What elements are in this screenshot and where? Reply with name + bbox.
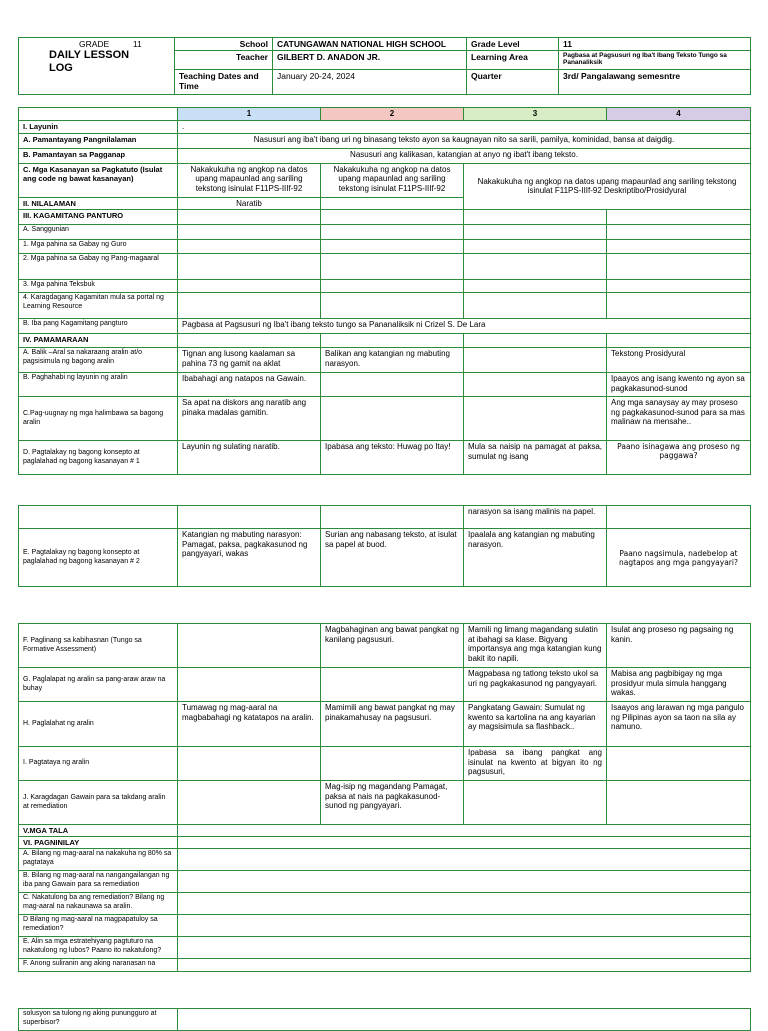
konsepto1-label: D. Pagtalakay ng bagong konsepto at paglalahad ng bagong kasanayan # 1: [19, 441, 178, 475]
lesson-table-3: [18, 623, 751, 972]
paghahabi-day1: Ibabahagi ang natapos na Gawain.: [178, 373, 321, 397]
karagdagan-day2: Mag-isip ng magandang Pamagat, paksa at nais na pagkakasunod-sunod ng pangyayari.: [321, 781, 464, 825]
teksbuk-label: 3. Mga pahina Teksbuk: [19, 280, 178, 293]
pagtataya-day3: Ipabasa sa ibang pangkat ang isinulat na kwento at bigyan ito ng pagsusuri,: [464, 747, 607, 781]
paglalahat-day2: Mamimili ang bawat pangkat ng may pinakamahusay na pagsusuri.: [321, 702, 464, 747]
learning-area-label: Learning Area: [467, 51, 559, 70]
header-table: [18, 37, 751, 95]
pag-uugnay-label: C.Pag-uugnay ng mga halimbawa sa bagong aralin: [19, 397, 178, 441]
konsepto1-day1: Layunin ng sulating naratib.: [178, 441, 321, 475]
dll-title-cell: [19, 38, 175, 95]
nilalaman-label: II. NILALAMAN: [19, 197, 178, 210]
pag-uugnay-day4: Ang mga sanaysay ay may proseso ng pagkakasunod-sunod para sa mas malinaw na mensahe..: [607, 397, 751, 441]
day-3-header: 3: [464, 108, 607, 121]
question-g-label: solusyon sa tulong ng aking punungguro at superbisor?: [19, 1009, 178, 1031]
dll-title-line2: LOG: [49, 61, 73, 74]
lesson-table-1: [18, 107, 751, 475]
nilalaman-day2: [321, 197, 464, 210]
quarter-value: 3rd/ Pangalawang semesntre: [559, 70, 751, 95]
karagdagan-label: J. Karagdagan Gawain para sa takdang aralin at remediation: [19, 781, 178, 825]
kasanayan-day2: Nakakukuha ng angkop na datos upang mapaunlad ang sariling tekstong isinulat F11PS-IIIf-92: [321, 163, 464, 197]
layunin-label: I. Layunin: [19, 120, 178, 133]
learning-area-value: Pagbasa at Pagsusuri ng Iba't Ibang Teksto Tungo sa Pananaliksik: [559, 51, 751, 70]
pagninilay-label: VI. PAGNINILAY: [19, 837, 178, 849]
school-value: CATUNGAWAN NATIONAL HIGH SCHOOL: [273, 38, 467, 51]
lesson-table-4: [18, 1008, 751, 1031]
question-b-label: B. Bilang ng mag-aaral na nangangailangan ng iba pang Gawain para sa remediation: [19, 871, 178, 893]
konsepto2-day3: Ipaalala ang katangian ng mabuting narasyon.: [464, 529, 607, 587]
paglalahat-day3: Pangkatang Gawain: Sumulat ng kwento sa kartolina na ang kayarian ay magsisimula sa flashback..: [464, 702, 607, 747]
day-header-blank: [19, 108, 178, 121]
paghahabi-label: B. Paghahabi ng layunin ng aralin: [19, 373, 178, 397]
paglalapat-day4: Mabisa ang pagbibigay ng mga prosidyur mula simula hanggang wakas.: [607, 668, 751, 702]
school-label: School: [175, 38, 273, 51]
pangnilalaman-value: Nasusuri ang iba't ibang uri ng binasang teksto ayon sa kaugnayan nito sa sarili, pamilya, kominidad, bansa at daigdig.: [178, 133, 751, 148]
paglinang-day4: Isulat ang proseso ng pagsaing ng kanin.: [607, 624, 751, 668]
balik-aral-day2: Balikan ang katangian ng mabuting narasyon.: [321, 348, 464, 373]
grade-value: 11: [132, 39, 142, 49]
pagganap-label: B. Pamantayan sa Pagganap: [19, 148, 178, 163]
kasanayan-day34: Nakakukuha ng angkop na datos upang mapaunlad ang sariling tekstong isinulat F11PS-IIIf-92 Deskriptibo/Prosidyural: [464, 163, 751, 210]
question-f-label: F. Anong suliranin ang aking naranasan na: [19, 959, 178, 972]
konsepto2-label: E. Pagtalakay ng bagong konsepto at paglalahad ng bagong kasanayan # 2: [19, 529, 178, 587]
paglalahat-day4: Isaayos ang larawan ng mga pangulo ng Pilipinas ayon sa taon na sila ay namuno.: [607, 702, 751, 747]
iba-pang-label: B. Iba pang Kagamitang pangturo: [19, 319, 178, 334]
konsepto1-day3: Mula sa naisip na pamagat at paksa, sumulat ng isang: [464, 441, 607, 475]
balik-aral-label: A. Balik –Aral sa nakaraang aralin at/o pagsisimula ng bagong aralin: [19, 348, 178, 373]
question-c-label: C. Nakatulong ba ang remediation? Bilang ng mag-aaral na nakaunawa sa aralin.: [19, 893, 178, 915]
day-1-header: 1: [178, 108, 321, 121]
layunin-value: .: [178, 120, 751, 133]
gabay-guro-label: 1. Mga pahina sa Gabay ng Guro: [19, 240, 178, 254]
teacher-value: GILBERT D. ANADON JR.: [273, 51, 467, 70]
paglinang-day3: Mamili ng limang magandang sulatin at ibahagi sa klase. Bigyang importansya ang mga katangian kung bakit ito napili.: [464, 624, 607, 668]
balik-aral-day4: Tekstong Prosidyural: [607, 348, 751, 373]
pag-uugnay-day1: Sa apat na diskors ang naratib ang pinaka madalas gamitin.: [178, 397, 321, 441]
day-4-header: 4: [607, 108, 751, 121]
dll-title-line1: DAILY LESSON: [49, 49, 130, 62]
nilalaman-day1: Naratib: [178, 197, 321, 210]
gabay-mag-label: 2. Mga pahina sa Gabay ng Pang-magaaral: [19, 254, 178, 280]
paglalahat-label: H. Paglalahat ng aralin: [19, 702, 178, 747]
sanggunian-label: A. Sanggunian: [19, 225, 178, 240]
paglalapat-label: G. Paglalapat ng aralin sa pang-araw araw na buhay: [19, 668, 178, 702]
dates-value: January 20-24, 2024: [273, 70, 467, 95]
paglinang-label: F. Paglinang sa kabihasnan (Tungo sa Formative Assessment): [19, 624, 178, 668]
pagtataya-label: I. Pagtataya ng aralin: [19, 747, 178, 781]
pagganap-value: Nasusuri ang kalikasan, katangian at anyo ng ibat't ibang teksto.: [178, 148, 751, 163]
quarter-label: Quarter: [467, 70, 559, 95]
grade-label: GRADE: [79, 39, 110, 49]
konsepto2-day4: Paano nagsimula, nadebelop at nagtapos ang mga pangyayari?: [607, 529, 751, 587]
question-a-label: A. Bilang ng mag-aaral na nakakuha ng 80% sa pagtataya: [19, 849, 178, 871]
konsepto2-day2: Surian ang nabasang teksto, at isulat sa papel at buod.: [321, 529, 464, 587]
day-2-header: 2: [321, 108, 464, 121]
paghahabi-day4: Ipaayos ang isang kwento ng ayon sa pagkakasunod-sunod: [607, 373, 751, 397]
konsepto2-day1: Katangian ng mabuting narasyon: Pamagat, paksa, pagkakasunod ng pangyayari, wakas: [178, 529, 321, 587]
kasanayan-day1: Nakakukuha ng angkop na datos upang mapaunlad ang sariling tekstong isinulat F11PS-IIIf-92: [178, 163, 321, 197]
konsepto1-day2: Ipabasa ang teksto: Huwag po Itay!: [321, 441, 464, 475]
konsepto1-day4: Paano isinagawa ang proseso ng paggawa?: [607, 441, 751, 475]
iba-pang-value: Pagbasa at Pagsusuri ng Iba't ibang teksto tungo sa Pananaliksik ni Crizel S. De Lara: [178, 319, 751, 334]
dates-label: Teaching Dates and Time: [175, 70, 273, 95]
mga-tala-label: V.MGA TALA: [19, 825, 178, 837]
grade-level-label: Grade Level: [467, 38, 559, 51]
paglinang-day2: Magbahaginan ang bawat pangkat ng kanilang pagsusuri.: [321, 624, 464, 668]
paglalapat-day3: Magpabasa ng tatlong teksto ukol sa uri ng pagkakasunod ng pangyayari.: [464, 668, 607, 702]
lesson-table-2: [18, 505, 751, 587]
pangnilalaman-label: A. Pamantayang Pangnilalaman: [19, 133, 178, 148]
balik-aral-day1: Tignan ang lusong kaalaman sa pahina 73 ng gamit na aklat: [178, 348, 321, 373]
kasanayan-label: C. Mga Kasanayan sa Pagkatuto (Isulat ang code ng bawat kasanayan): [19, 163, 178, 197]
karagdagang-label: 4. Karagdagang Kagamitan mula sa portal ng Learning Resource: [19, 293, 178, 319]
pamamaraan-label: IV. PAMAMARAAN: [19, 334, 178, 348]
teacher-label: Teacher: [175, 51, 273, 70]
grade-level-value: 11: [559, 38, 751, 51]
paglalahat-day1: Tumawag ng mag-aaral na magbabahagi ng katatapos na aralin.: [178, 702, 321, 747]
question-e-label: E. Alin sa mga estratehiyang pagtuturo na nakatulong ng lubos? Paano ito nakatulong?: [19, 937, 178, 959]
konsepto1-day3-cont: narasyon sa isang malinis na papel.: [464, 506, 607, 529]
kagamitan-label: III. KAGAMITANG PANTURO: [19, 210, 178, 225]
question-d-label: D Bilang ng mag-aaral na magpapatuloy sa remediation?: [19, 915, 178, 937]
